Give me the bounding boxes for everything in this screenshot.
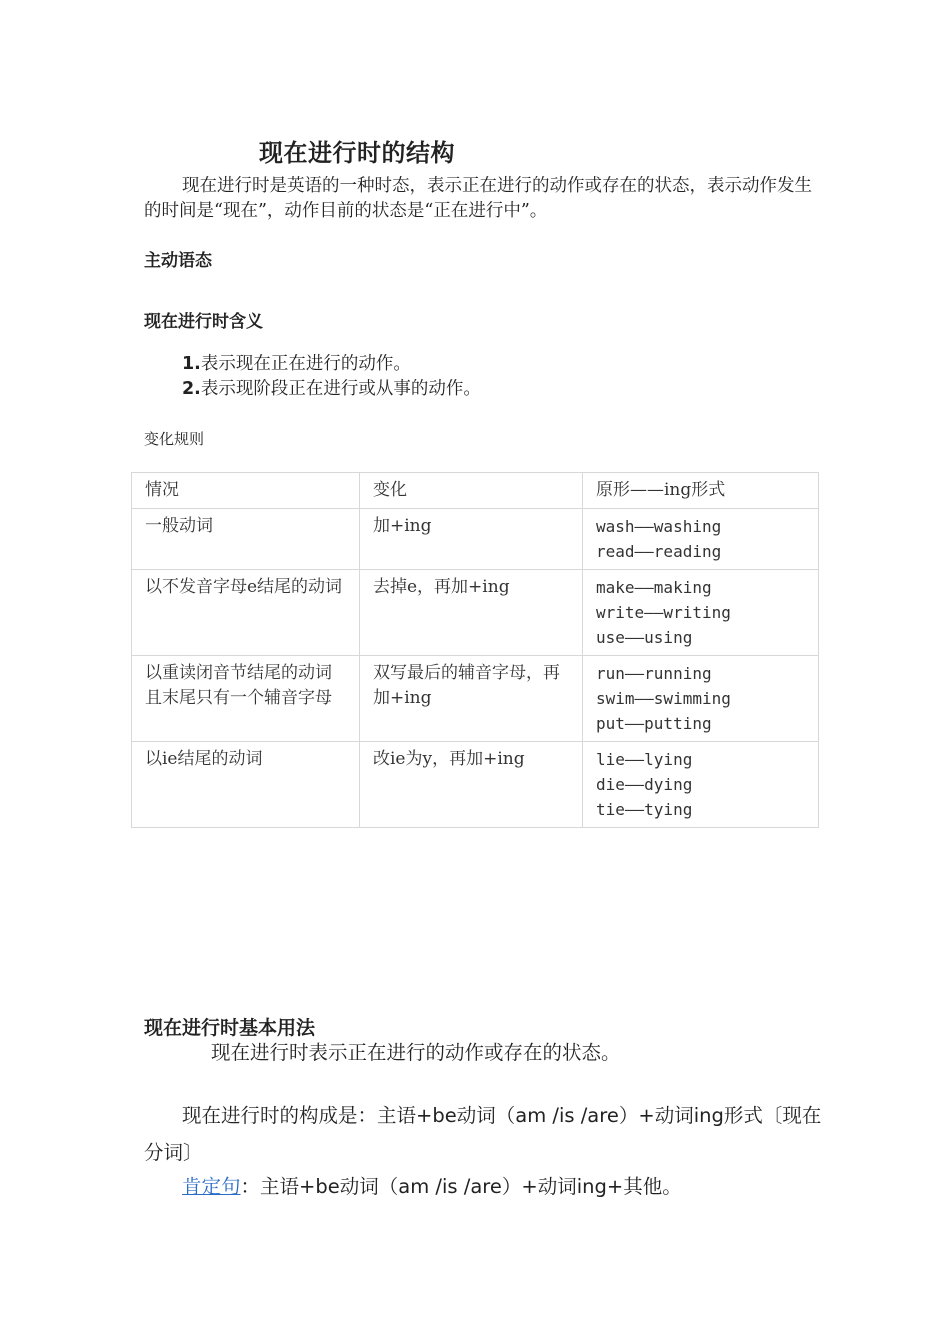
- affirmative-part: 动词: [537, 1175, 577, 1198]
- forms-cell: [583, 509, 819, 570]
- form-example: write——writing: [596, 603, 731, 622]
- affirmative-part: ing+: [576, 1175, 624, 1198]
- form-example: tie——tying: [596, 800, 693, 819]
- table-row: [132, 656, 819, 742]
- change-cell: 加+ing: [360, 509, 583, 570]
- form-example: make——making: [596, 578, 712, 597]
- table-header: 原形——ing形式: [583, 473, 819, 509]
- change-cell: 双写最后的辅音字母，再加+ing: [360, 656, 583, 742]
- page-title: 现在进行时的结构: [259, 139, 455, 167]
- affirmative-part: ：主语: [240, 1175, 300, 1198]
- case-cell: 以ie结尾的动词: [132, 742, 360, 828]
- meaning-number: 1.: [182, 354, 201, 374]
- affirmative-part: am /is /are: [398, 1175, 502, 1198]
- forms-cell: [583, 656, 819, 742]
- affirmative-part: +be: [299, 1175, 340, 1198]
- affirmative-part: +: [521, 1175, 538, 1198]
- affirmative-part: 动词（: [339, 1175, 399, 1198]
- form-example: run——running: [596, 664, 712, 683]
- forms-cell: [583, 742, 819, 828]
- structure-part: 动词: [654, 1104, 694, 1127]
- affirmative-paragraph: [182, 1171, 682, 1199]
- rules-table: [131, 472, 819, 828]
- structure-part: +be: [416, 1104, 457, 1127]
- table-header: 变化: [360, 473, 583, 509]
- affirmative-part: 其他。: [623, 1175, 682, 1198]
- table-header: 情况: [132, 473, 360, 509]
- structure-part: 现在进行时的构成是：主语: [182, 1104, 417, 1127]
- case-cell: 以不发音字母e结尾的动词: [132, 570, 360, 656]
- structure-paragraph: [144, 1097, 824, 1171]
- change-cell: 改ie为y，再加+ing: [360, 742, 583, 828]
- form-example: put——putting: [596, 714, 712, 733]
- meaning-item-2: [182, 377, 481, 401]
- forms-cell: [583, 570, 819, 656]
- active-voice-heading: 主动语态: [144, 251, 212, 271]
- form-example: read——reading: [596, 542, 722, 561]
- basic-usage-heading: 现在进行时基本用法: [144, 1017, 316, 1039]
- form-example: lie——lying: [596, 750, 693, 769]
- meaning-text: 表示现在正在进行的动作。: [200, 354, 411, 374]
- structure-part: 动词（: [456, 1104, 516, 1127]
- meaning-heading: 现在进行时含义: [144, 312, 263, 332]
- intro-paragraph: 现在进行时是英语的一种时态，表示正在进行的动作或存在的状态，表示动作发生的时间是“现在”，动作目前的状态是“正在进行中”。: [144, 176, 812, 221]
- structure-part: ）: [618, 1104, 639, 1127]
- affirmative-part: ）: [501, 1175, 522, 1198]
- form-example: die——dying: [596, 775, 693, 794]
- table-row: [132, 509, 819, 570]
- meaning-item-1: [182, 352, 411, 376]
- table-row: [132, 742, 819, 828]
- structure-part: am /is /are: [515, 1104, 619, 1127]
- rules-heading: 变化规则: [144, 430, 205, 448]
- affirmative-link[interactable]: 肯定句: [182, 1175, 241, 1198]
- basic-usage-text: 现在进行时表示正在进行的动作或存在的状态。: [211, 1041, 621, 1064]
- structure-part: +: [638, 1104, 655, 1127]
- change-cell: 去掉e，再加+ing: [360, 570, 583, 656]
- form-example: wash——washing: [596, 517, 722, 536]
- table-header-row: [132, 473, 819, 509]
- form-example: use——using: [596, 628, 693, 647]
- meaning-text: 表示现阶段正在进行或从事的动作。: [200, 379, 481, 399]
- case-cell: 一般动词: [132, 509, 360, 570]
- meaning-number: 2.: [182, 379, 201, 399]
- form-example: swim——swimming: [596, 689, 731, 708]
- structure-part: ing: [693, 1104, 724, 1127]
- table-row: [132, 570, 819, 656]
- structure-part: 形式〔现在分词〕: [144, 1104, 822, 1164]
- case-cell: 以重读闭音节结尾的动词且末尾只有一个辅音字母: [132, 656, 360, 742]
